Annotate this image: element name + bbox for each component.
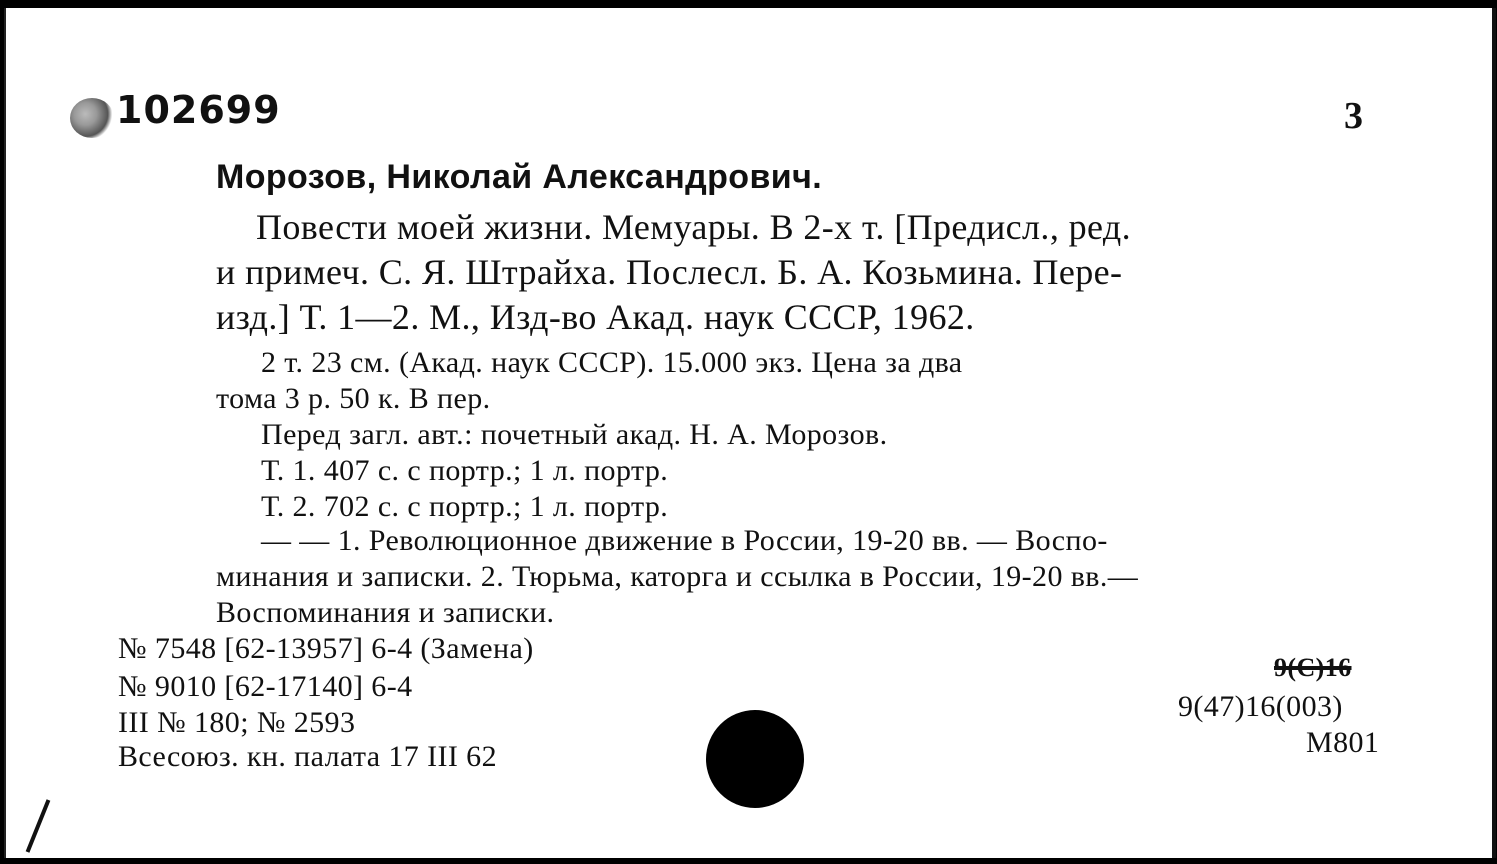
subject-line-3: Воспоминания и записки.	[216, 596, 555, 629]
detail-line-1: 2 т. 23 см. (Акад. наук СССР). 15.000 экз. Цена за два	[261, 346, 963, 379]
author-heading: Морозов, Николай Александрович.	[216, 158, 823, 196]
author-mark: М801	[1306, 726, 1380, 759]
title-line-1: Повести моей жизни. Мемуары. В 2-х т. [Предисл., ред.	[256, 207, 1132, 247]
title-line-2: и примеч. С. Я. Штрайха. Послесл. Б. А. Козьмина. Пере-	[216, 252, 1123, 292]
volume-1-line: Т. 1. 407 с. с портр.; 1 л. портр.	[261, 454, 669, 487]
classification-code: 9(47)16(003)	[1178, 690, 1343, 723]
punch-hole	[706, 710, 804, 808]
subject-line-2: минания и записки. 2. Тюрьма, каторга и ссылка в России, 19-20 вв.—	[216, 560, 1139, 593]
detail-line-2: тома 3 р. 50 к. В пер.	[216, 382, 491, 415]
registry-line-1: № 7548 [62-13957] 6-4 (Замена)	[118, 632, 534, 665]
registry-line-4: Всесоюз. кн. палата 17 III 62	[118, 740, 497, 773]
pencil-mark	[26, 799, 51, 852]
volume-2-line: Т. 2. 702 с. с портр.; 1 л. портр.	[261, 490, 669, 523]
title-line-3: изд.] Т. 1—2. М., Изд-во Акад. наук СССР, 1962.	[216, 297, 975, 337]
registry-line-3: III № 180; № 2593	[118, 706, 356, 739]
registry-line-2: № 9010 [62-17140] 6-4	[118, 670, 413, 703]
subject-line-1: — — 1. Революционное движение в России, 19-20 вв. — Воспо-	[261, 524, 1108, 557]
card-paper	[4, 8, 1496, 858]
struck-classification: 9(С)16	[1274, 653, 1352, 682]
card-page-number: 3	[1344, 95, 1364, 137]
stamp-smudge	[70, 98, 114, 138]
accession-number: 102699	[116, 88, 281, 132]
detail-line-3: Перед загл. авт.: почетный акад. Н. А. Морозов.	[261, 418, 888, 451]
